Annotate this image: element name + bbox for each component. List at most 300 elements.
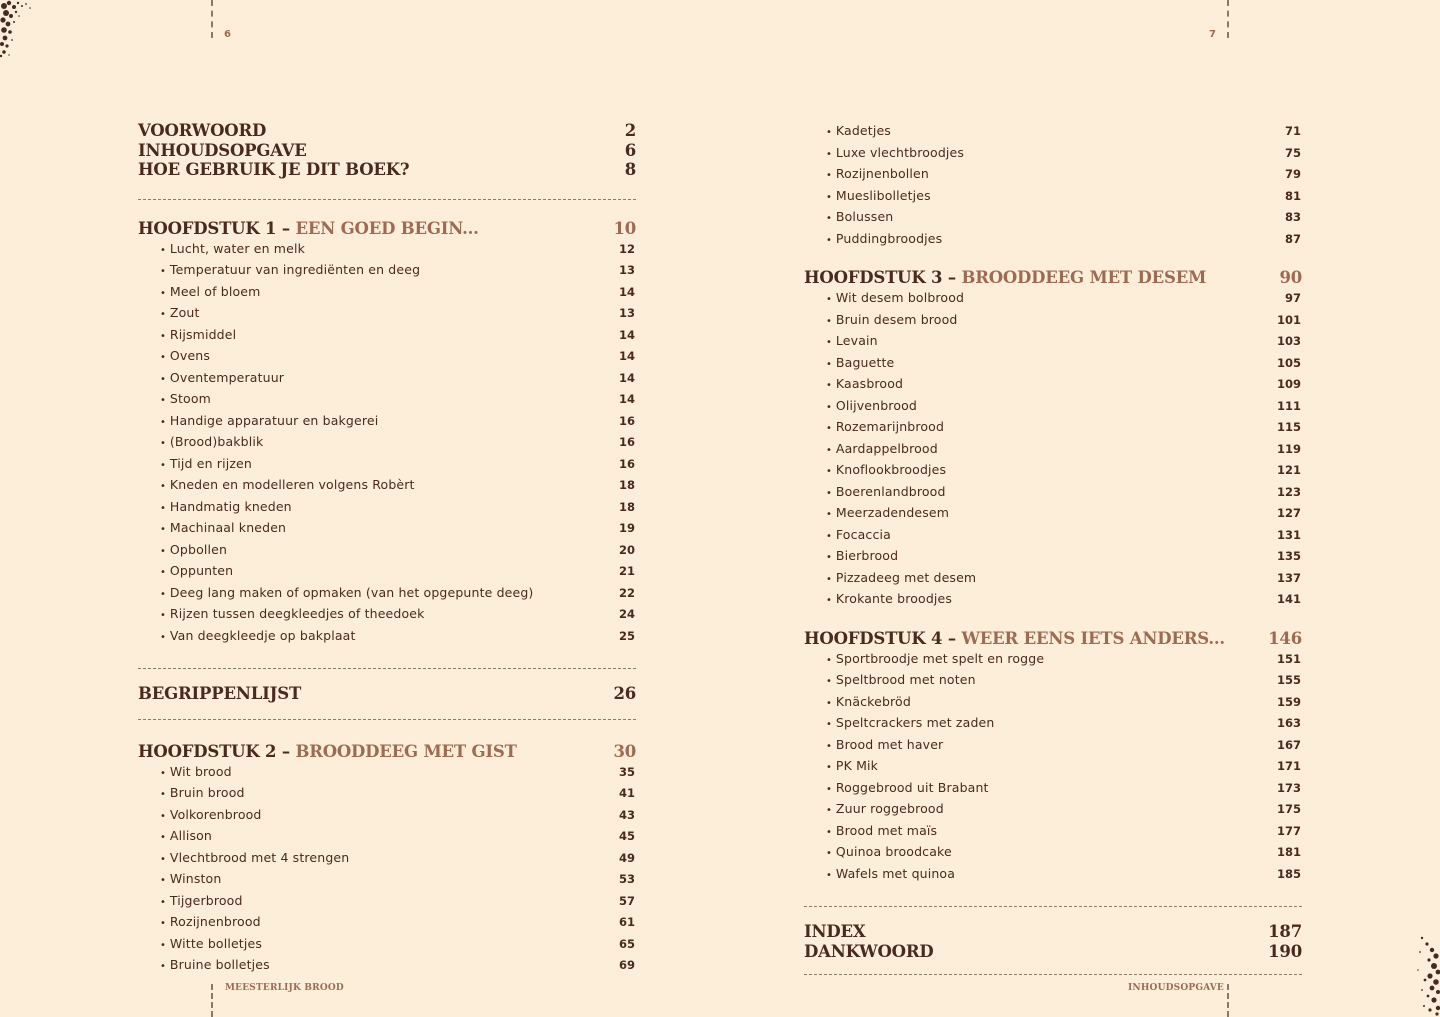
entry-page: 123 [1276,484,1301,499]
chapter-prefix: HOOFDSTUK 4 – [804,628,956,648]
toc-sub-entry[interactable] [804,374,1302,396]
bullet-icon: • [160,244,166,256]
bullet-icon: • [160,832,166,843]
toc-sub-entry[interactable] [138,783,636,805]
toc-right [804,121,1302,975]
toc-sub-entry[interactable] [804,589,1302,611]
toc-sub-entry[interactable] [804,331,1302,353]
toc-sub-entry[interactable] [138,346,636,368]
chapter-page: 146 [1268,628,1302,648]
entry-label: Pizzadeeg met desem [835,569,977,585]
chapter-heading[interactable] [138,219,636,239]
toc-sub-entry[interactable] [138,325,636,347]
entry-label: Deeg lang maken of opmaken (van het opgepunte deeg) [169,584,534,600]
bullet-icon: • [160,810,166,822]
entry-label: Lucht, water en melk [169,240,305,256]
entry-page: 190 [1268,941,1302,961]
toc-entry[interactable] [804,942,1302,962]
toc-sub-entry[interactable] [138,561,636,583]
toc-entry-glossary[interactable] [138,684,636,704]
bullet-icon: • [160,918,166,929]
entry-page: 69 [618,958,635,972]
entry-page: 159 [1276,694,1301,709]
bullet-icon: • [160,567,166,578]
toc-sub-entry[interactable] [804,121,1302,143]
chapter-4 [804,629,1302,886]
entry-page: 16 [618,413,635,428]
entry-page: 135 [1276,549,1301,563]
entry-label: INHOUDSOPGAVE [138,140,307,160]
toc-sub-entry[interactable] [804,568,1302,590]
bullet-icon: • [160,767,166,779]
toc-sub-entry[interactable] [138,583,636,605]
toc-sub-entry[interactable] [804,546,1302,568]
entry-page: 103 [1276,334,1301,348]
entry-label: Rijsmiddel [169,326,237,342]
bullet-icon: • [826,191,832,203]
bullet-icon: • [826,530,832,542]
entry-page: 14 [618,327,635,342]
entry-page: 163 [1276,716,1301,730]
toc-sub-entry[interactable] [804,799,1302,821]
entry-page: 121 [1276,463,1301,477]
dashed-separator [138,199,636,200]
toc-sub-entry[interactable] [138,282,636,304]
bullet-icon: • [826,869,832,881]
bullet-icon: • [826,573,832,585]
entry-page: 21 [618,564,635,578]
entry-label: Focaccia [835,526,891,542]
bullet-icon: • [160,416,166,428]
entry-page: 111 [1276,398,1301,413]
bullet-icon: • [826,444,832,456]
bullet-icon: • [826,234,832,246]
toc-sub-entry[interactable] [138,826,636,848]
bullet-icon: • [826,719,832,730]
entry-label: Allison [169,828,213,843]
bullet-icon: • [160,545,166,557]
toc-entry[interactable] [804,922,1302,942]
entry-page: 13 [618,263,635,277]
toc-sub-entry[interactable] [804,503,1302,525]
front-matter [138,121,636,180]
entry-label: Boerenlandbrood [835,483,946,499]
toc-sub-entry[interactable] [804,164,1302,186]
bullet-icon: • [826,294,832,305]
entry-page: 16 [618,435,635,449]
entry-label: Rozemarijnbrood [835,419,945,434]
chapter-heading[interactable] [804,629,1302,649]
bullet-icon: • [160,588,166,600]
entry-page: 185 [1276,866,1301,881]
toc-sub-entry[interactable] [804,649,1302,671]
entry-page: 187 [1268,922,1302,941]
chapter-items [804,649,1302,886]
chapter-title: EEN GOED BEGIN... [295,218,479,238]
entry-page: 14 [618,392,635,406]
entry-label: Quinoa broodcake [835,844,952,859]
entry-page: 87 [1284,231,1301,246]
entry-page: 22 [618,585,635,600]
toc-sub-entry[interactable] [804,439,1302,461]
bullet-icon: • [826,466,832,477]
entry-label: Kadetjes [835,123,891,138]
chapter-items [804,288,1302,611]
entry-page: 61 [618,915,635,929]
entry-label: Ovens [169,348,211,363]
entry-label: Brood met haver [835,736,944,752]
entry-label: Wit desem bolbrood [835,290,965,305]
bottom-divider-line [1227,984,1229,1017]
entry-label: Mueslibolletjes [835,187,931,203]
chapter-prefix: HOOFDSTUK 1 – [138,218,290,238]
entry-label: Baguette [835,354,895,370]
bullet-icon: • [826,697,832,709]
bullet-icon: • [826,509,832,520]
toc-sub-entry[interactable] [804,353,1302,375]
bullet-icon: • [160,896,166,908]
entry-label: Wafels met quinoa [835,865,956,881]
toc-sub-entry[interactable] [138,389,636,411]
entry-page: 71 [1284,124,1301,138]
entry-label: Bierbrood [835,548,899,563]
toc-sub-entry[interactable] [138,805,636,827]
bullet-icon: • [160,961,166,972]
entry-label: Oppunten [169,563,234,578]
entry-label: Temperatuur van ingrediënten en deeg [169,262,421,277]
right-page [720,0,1440,1017]
toc-sub-entry[interactable] [804,460,1302,482]
toc-sub-entry[interactable] [138,303,636,325]
bullet-icon: • [160,939,166,951]
entry-label: Bruin desem brood [835,311,958,327]
bullet-icon: • [160,459,166,471]
entry-label: Tijgerbrood [169,892,243,908]
toc-sub-entry[interactable] [804,310,1302,332]
bullet-icon: • [826,848,832,859]
entry-label: Handmatig kneden [169,498,292,514]
entry-page: 14 [618,284,635,299]
entry-page: 105 [1276,355,1301,370]
chapter-page: 30 [613,741,636,761]
bullet-icon: • [826,740,832,752]
toc-entry[interactable] [138,141,636,161]
chapter-heading[interactable] [804,268,1302,288]
entry-page: 141 [1276,592,1301,606]
toc-sub-entry[interactable] [804,396,1302,418]
entry-label: Brood met maïs [835,822,938,838]
bullet-icon: • [826,170,832,181]
chapter-page: 90 [1279,268,1302,287]
toc-left [138,121,636,977]
toc-sub-entry[interactable] [138,762,636,784]
entry-label: Kaasbrood [835,376,904,391]
entry-page: 26 [613,684,636,703]
bullet-icon: • [160,266,166,277]
entry-label: Rozijnenbollen [835,166,929,181]
bullet-icon: • [160,373,166,385]
entry-page: 14 [618,349,635,363]
entry-page: 6 [624,140,636,160]
footer-book-title: MEESTERLIJK BROOD [225,983,344,993]
bread-crumbs-decoration-icon [0,0,40,62]
bullet-icon: • [826,595,832,606]
entry-page: 49 [618,850,635,865]
toc-sub-entry[interactable] [138,518,636,540]
entry-page: 173 [1276,780,1301,795]
toc-sub-entry[interactable] [138,540,636,562]
toc-sub-entry[interactable] [804,670,1302,692]
toc-sub-entry[interactable] [804,735,1302,757]
toc-sub-entry[interactable] [138,934,636,956]
toc-sub-entry[interactable] [804,229,1302,251]
bullet-icon: • [160,631,166,643]
entry-label: Volkorenbrood [169,806,262,822]
bullet-icon: • [826,805,832,816]
dashed-separator [138,668,636,669]
toc-sub-entry[interactable] [804,143,1302,165]
bullet-icon: • [826,654,832,666]
entry-page: 137 [1276,570,1301,585]
toc-sub-entry[interactable] [138,475,636,497]
entry-label: BEGRIPPENLIJST [138,684,302,703]
entry-label: Olijvenbrood [835,397,918,413]
toc-sub-entry[interactable] [138,626,636,648]
entry-label: Van deegkleedje op bakplaat [169,627,356,643]
toc-sub-entry[interactable] [804,713,1302,735]
chapter-3 [804,268,1302,611]
bullet-icon: • [160,309,166,320]
bullet-icon: • [826,380,832,391]
toc-sub-entry[interactable] [804,842,1302,864]
entry-page: 57 [618,893,635,908]
entry-label: Bruin brood [169,785,245,800]
entry-label: Knäckebröd [835,693,911,709]
entry-label: VOORWOORD [138,121,267,140]
entry-label: DANKWOORD [804,941,934,961]
chapter-items [138,762,636,977]
toc-entry[interactable] [138,121,636,141]
bottom-divider-line [211,984,213,1017]
bullet-icon: • [826,826,832,838]
entry-label: Puddingbroodjes [835,230,943,246]
toc-sub-entry[interactable] [138,891,636,913]
entry-page: 155 [1276,673,1301,687]
entry-page: 35 [618,764,635,779]
entry-page: 45 [618,829,635,843]
entry-page: 2 [624,121,636,140]
bullet-icon: • [826,213,832,224]
entry-page: 16 [618,456,635,471]
entry-label: Opbollen [169,541,228,557]
entry-page: 97 [1284,291,1301,305]
bullet-icon: • [160,502,166,514]
entry-page: 171 [1276,759,1301,773]
bullet-icon: • [826,358,832,370]
entry-label: Sportbroodje met spelt en rogge [835,650,1045,666]
entry-page: 18 [618,499,635,514]
entry-page: 109 [1276,377,1301,391]
entry-page: 115 [1276,420,1301,434]
toc-sub-entry[interactable] [804,417,1302,439]
entry-label: Zout [169,305,200,320]
dashed-separator [804,974,1302,975]
entry-label: Luxe vlechtbroodjes [835,144,965,160]
bullet-icon: • [826,148,832,160]
entry-page: 65 [618,936,635,951]
toc-sub-entry[interactable] [138,497,636,519]
toc-sub-entry[interactable] [138,411,636,433]
entry-label: Oventemperatuur [169,369,285,385]
toc-sub-entry[interactable] [804,482,1302,504]
toc-sub-entry[interactable] [804,525,1302,547]
toc-sub-entry[interactable] [138,260,636,282]
bullet-icon: • [826,676,832,687]
entry-page: 12 [618,241,635,256]
bullet-icon: • [826,783,832,795]
entry-label: Zuur roggebrood [835,801,944,816]
bullet-icon: • [160,524,166,535]
toc-sub-entry[interactable] [138,869,636,891]
bullet-icon: • [826,337,832,348]
entry-page: 8 [624,160,636,179]
bullet-icon: • [160,438,166,449]
toc-sub-entry[interactable] [138,955,636,977]
page-number: 7 [1209,29,1216,40]
toc-sub-entry[interactable] [804,186,1302,208]
bullet-icon: • [826,315,832,327]
bullet-icon: • [160,610,166,621]
dashed-separator [804,906,1302,907]
toc-sub-entry[interactable] [138,368,636,390]
chapter-prefix: HOOFDSTUK 2 – [138,741,290,761]
footer-section-title: INHOUDSOPGAVE [1128,983,1224,993]
entry-page: 181 [1276,845,1301,859]
entry-label: Witte bolletjes [169,935,262,951]
bullet-icon: • [160,287,166,299]
toc-sub-entry[interactable] [138,454,636,476]
bullet-icon: • [826,423,832,434]
back-matter [804,922,1302,961]
entry-label: Tijd en rijzen [169,455,252,471]
entry-page: 53 [618,872,635,886]
chapter-title: WEER EENS IETS ANDERS... [961,628,1225,648]
entry-page: 101 [1276,312,1301,327]
entry-page: 20 [618,542,635,557]
entry-page: 19 [618,521,635,535]
entry-label: Vlechtbrood met 4 strengen [169,849,350,865]
entry-page: 41 [618,786,635,800]
bullet-icon: • [160,395,166,406]
bullet-icon: • [826,127,832,138]
chapter-page: 10 [613,218,636,238]
dashed-separator [138,719,636,720]
entry-label: INDEX [804,922,866,941]
bullet-icon: • [160,853,166,865]
entry-page: 127 [1276,506,1301,520]
entry-page: 43 [618,807,635,822]
chapter-heading[interactable] [138,742,636,762]
entry-page: 25 [618,628,635,643]
toc-sub-entry[interactable] [804,207,1302,229]
bullet-icon: • [826,552,832,563]
toc-sub-entry[interactable] [138,239,636,261]
bullet-icon: • [160,330,166,342]
bullet-icon: • [160,875,166,886]
entry-label: Meel of bloem [169,283,261,299]
entry-page: 131 [1276,527,1301,542]
entry-label: Rijzen tussen deegkleedjes of theedoek [169,606,425,621]
entry-label: Aardappelbrood [835,440,938,456]
bullet-icon: • [160,352,166,363]
entry-label: HOE GEBRUIK JE DIT BOEK? [138,160,410,179]
chapter-2-continued-items [804,121,1302,250]
toc-sub-entry[interactable] [804,864,1302,886]
top-divider-line [1227,0,1229,38]
toc-sub-entry[interactable] [138,912,636,934]
bullet-icon: • [160,789,166,800]
entry-label: Meerzadendesem [835,505,950,520]
toc-entry[interactable] [138,160,636,180]
toc-sub-entry[interactable] [804,288,1302,310]
entry-page: 167 [1276,737,1301,752]
bullet-icon: • [826,401,832,413]
entry-label: Bolussen [835,209,894,224]
chapter-items [138,239,636,648]
entry-label: Bruine bolletjes [169,957,270,972]
toc-sub-entry[interactable] [138,848,636,870]
entry-page: 81 [1284,188,1301,203]
entry-label: Speltbrood met noten [835,672,976,687]
entry-page: 83 [1284,210,1301,224]
entry-label: PK Mik [835,758,879,773]
entry-page: 151 [1276,651,1301,666]
toc-sub-entry[interactable] [804,756,1302,778]
chapter-1 [138,219,636,648]
entry-label: Roggebrood uit Brabant [835,779,989,795]
entry-page: 75 [1284,145,1301,160]
entry-label: Wit brood [169,763,232,779]
entry-page: 79 [1284,167,1301,181]
toc-sub-entry[interactable] [138,432,636,454]
toc-sub-entry[interactable] [804,692,1302,714]
entry-label: Machinaal kneden [169,520,287,535]
entry-label: Knoflookbroodjes [835,462,947,477]
entry-label: Winston [169,871,222,886]
entry-label: Stoom [169,391,211,406]
entry-label: Rozijnenbrood [169,914,261,929]
entry-label: Krokante broodjes [835,591,953,606]
entry-page: 24 [618,607,635,621]
entry-page: 14 [618,370,635,385]
chapter-title: BROODDEEG MET GIST [295,741,517,761]
entry-label: Levain [835,333,878,348]
entry-page: 13 [618,306,635,320]
bread-crumbs-decoration-icon [1410,930,1440,1017]
entry-label: Handige apparatuur en bakgerei [169,412,379,428]
bullet-icon: • [160,481,166,492]
toc-sub-entry[interactable] [804,821,1302,843]
page-number: 6 [224,29,231,40]
entry-label: Speltcrackers met zaden [835,715,995,730]
top-divider-line [211,0,213,38]
entry-page: 119 [1276,441,1301,456]
chapter-title: BROODDEEG MET DESEM [961,268,1207,287]
toc-sub-entry[interactable] [138,604,636,626]
bullet-icon: • [826,487,832,499]
toc-sub-entry[interactable] [804,778,1302,800]
entry-page: 177 [1276,823,1301,838]
